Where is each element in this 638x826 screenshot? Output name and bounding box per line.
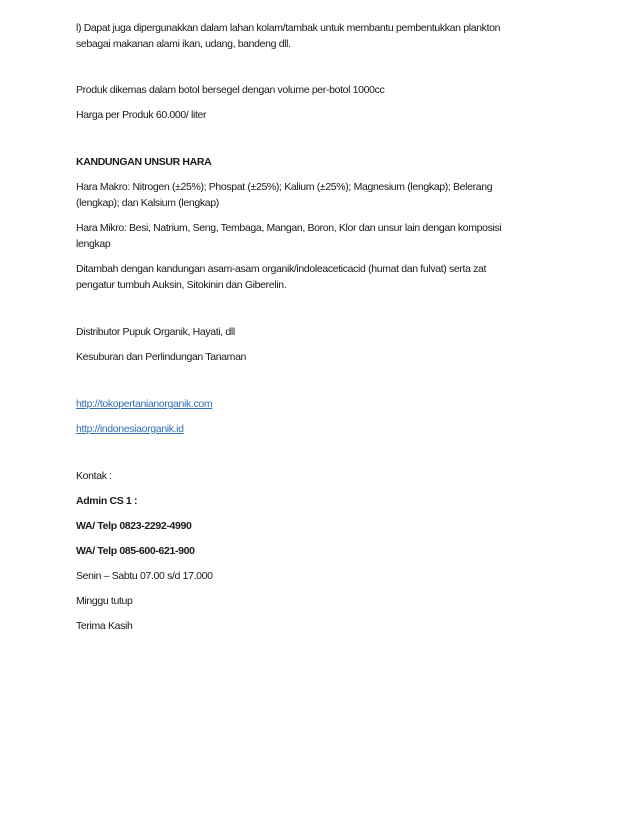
intro-paragraph [76,20,562,52]
micro-line-2: lengkap [76,238,111,250]
closing-thanks: Terima Kasih [76,620,133,632]
macro-line-1: Hara Makro: Nitrogen (±25%); Phospat (±25%); Kalium (±25%); Magnesium (lengkap); Belerang [76,181,493,193]
intro-line-2: sebagai makanan alami ikan, udang, bandeng dll. [76,38,291,50]
macro-line-2: (lengkap); dan Kalsium (lengkap) [76,197,219,209]
admin-label: Admin CS 1 : [76,495,138,507]
micro-line-1: Hara Mikro: Besi, Natrium, Seng, Tembaga, Mangan, Boron, Klor dan unsur lain dengan komposisi [76,222,502,234]
additives-line-2: pengatur tumbuh Auksin, Sitokinin dan Giberelin. [76,279,287,291]
distributor-tagline: Kesuburan dan Perlindungan Tanaman [76,351,247,363]
contact-label: Kontak : [76,470,112,482]
intro-line-1: l) Dapat juga dipergunakkan dalam lahan kolam/tambak untuk membantu pembentukkan plankton [76,22,501,34]
phone-1: WA/ Telp 0823-2292-4990 [76,520,192,532]
link-2-paragraph [76,421,562,437]
packaging-text: Produk dikemas dalam botol bersegel dengan volume per-botol 1000cc [76,84,385,96]
price-text: Harga per Produk 60.000/ liter [76,109,207,121]
micro-nutrients-paragraph [76,220,562,252]
link-1-paragraph [76,396,562,412]
distributor-text: Distributor Pupuk Organik, Hayati, dll [76,326,235,338]
link-indonesiaorganik[interactable]: http://indonesiaorganik.id [76,423,184,435]
phone-2: WA/ Telp 085-600-621-900 [76,545,195,557]
link-tokopertanianorganik[interactable]: http://tokopertanianorganik.com [76,398,213,410]
hours-sunday: Minggu tutup [76,595,133,607]
additives-paragraph [76,261,562,293]
document-page [76,20,562,643]
additives-line-1: Ditambah dengan kandungan asam-asam organik/indoleaceticacid (humat dan fulvat) serta zat [76,263,487,275]
hours-weekday: Senin – Sabtu 07.00 s/d 17.000 [76,570,213,582]
nutrients-heading: KANDUNGAN UNSUR HARA [76,156,212,168]
macro-nutrients-paragraph [76,179,562,211]
